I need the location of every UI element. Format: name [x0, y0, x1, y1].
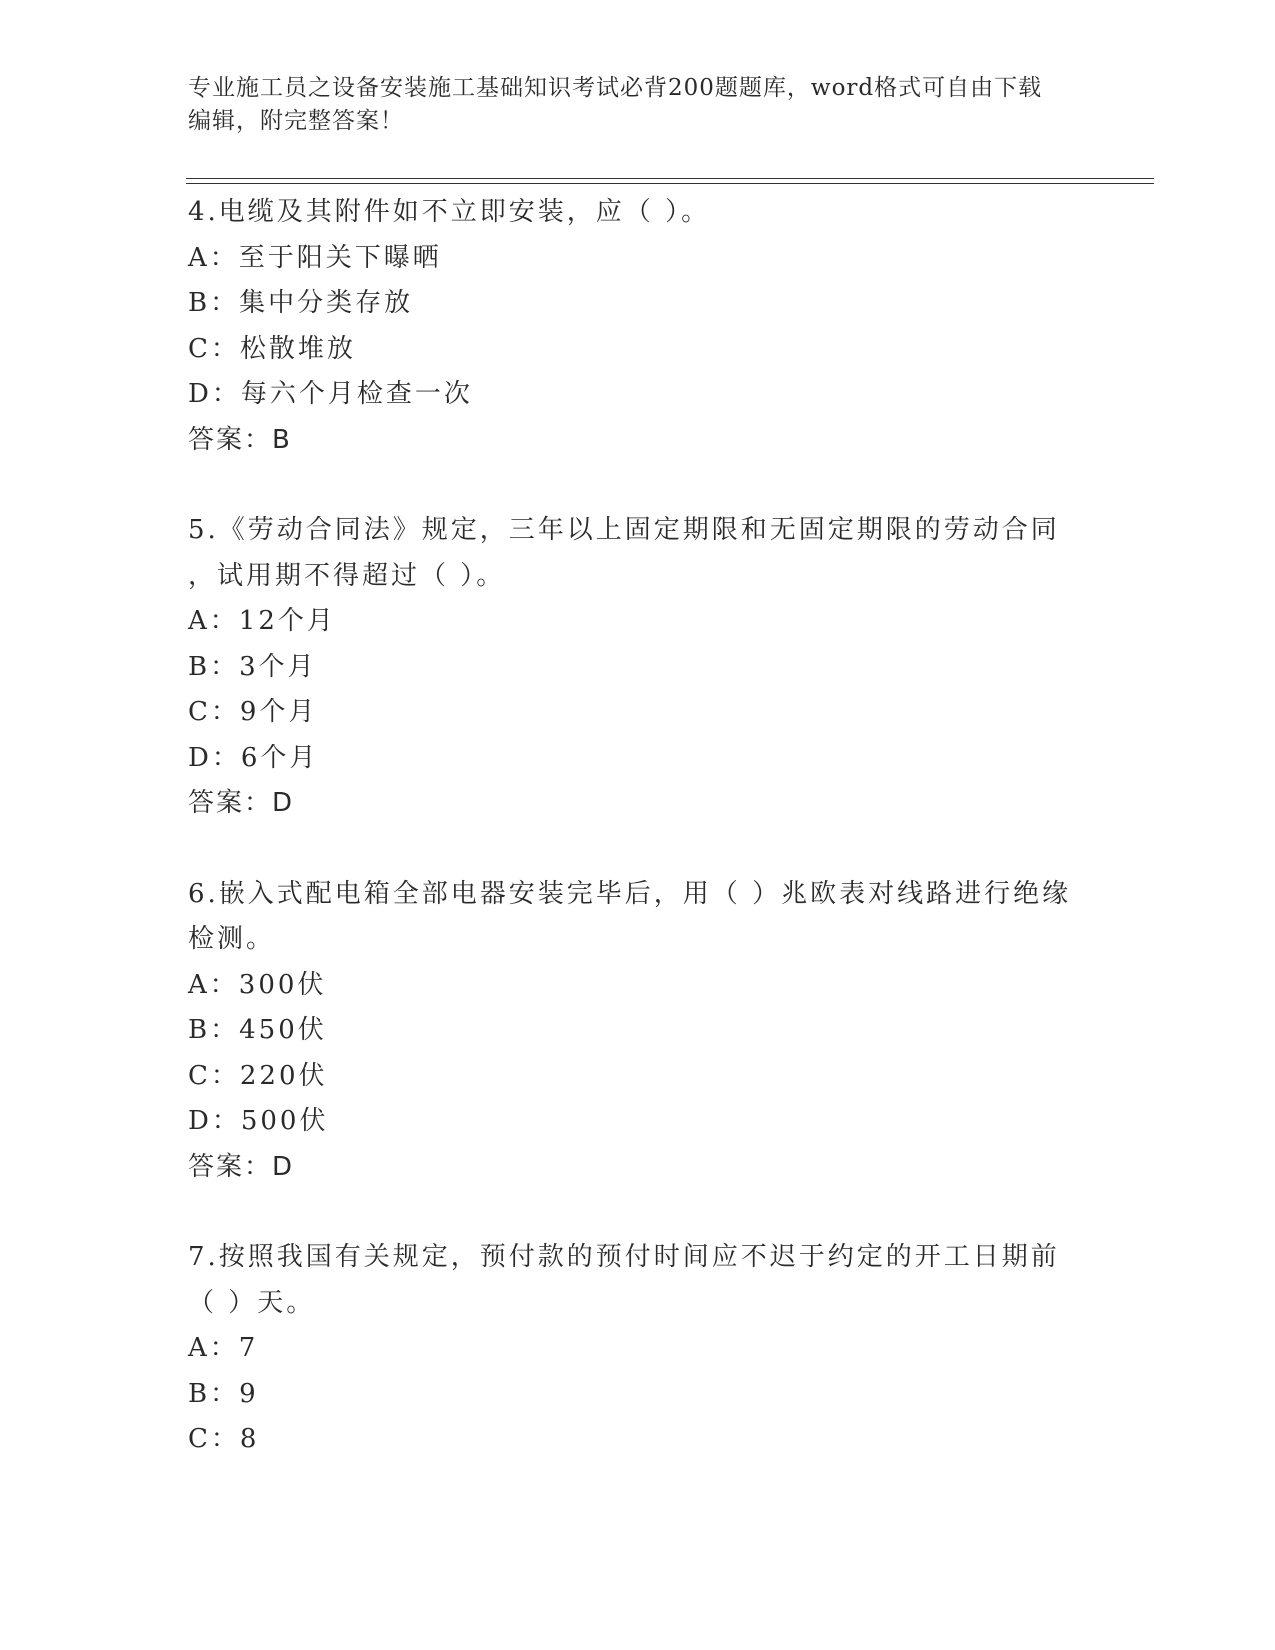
question-stem: 6.嵌入式配电箱全部电器安装完毕后，用（ ）兆欧表对线路进行绝缘 [188, 878, 1072, 909]
option-d: D：每六个月检查一次 [188, 379, 473, 409]
option-b: B：450伏 [188, 1015, 327, 1045]
option-c: C：9个月 [188, 697, 318, 727]
question-block [188, 1235, 1088, 1463]
option-c: C：220伏 [188, 1060, 328, 1091]
header-divider-top [186, 178, 1154, 179]
header-divider-bottom [186, 183, 1154, 184]
question-stem-continued: 检测。 [188, 924, 276, 954]
question-block [188, 190, 1088, 463]
question-stem: 4.电缆及其附件如不立即安装，应（ ）。 [188, 197, 711, 227]
question-stem-continued: ，试用期不得超过（ ）。 [188, 560, 506, 591]
question-stem: 7.按照我国有关规定，预付款的预付时间应不迟于约定的开工日期前 [188, 1242, 1060, 1272]
option-c: C：8 [188, 1424, 260, 1454]
header-line-1: 专业施工员之设备安装施工基础知识考试必背200题题库，word格式可自由下载 [188, 75, 1043, 101]
question-stem-continued: （ ）天。 [188, 1287, 316, 1318]
answer-line: 答案：D [188, 788, 295, 818]
header-line-2: 编辑，附完整答案！ [188, 108, 404, 134]
option-a: A：7 [188, 1333, 259, 1363]
option-b: B：集中分类存放 [188, 288, 414, 318]
option-a: A：300伏 [188, 969, 327, 1000]
question-block [188, 508, 1088, 827]
option-a: A：12个月 [188, 606, 336, 636]
option-d: D：6个月 [188, 742, 319, 773]
document-header [188, 72, 1088, 138]
answer-line: 答案：D [188, 1151, 295, 1182]
option-b: B：9 [188, 1378, 259, 1409]
question-list [188, 190, 1088, 1463]
option-d: D：500伏 [188, 1106, 329, 1136]
answer-line: 答案：B [188, 424, 292, 455]
question-block [188, 872, 1088, 1191]
option-a: A：至于阳关下曝晒 [188, 242, 442, 273]
option-b: B：3个月 [188, 651, 317, 682]
question-stem: 5.《劳动合同法》规定，三年以上固定期限和无固定期限的劳动合同 [188, 515, 1060, 545]
option-c: C：松散堆放 [188, 333, 356, 364]
